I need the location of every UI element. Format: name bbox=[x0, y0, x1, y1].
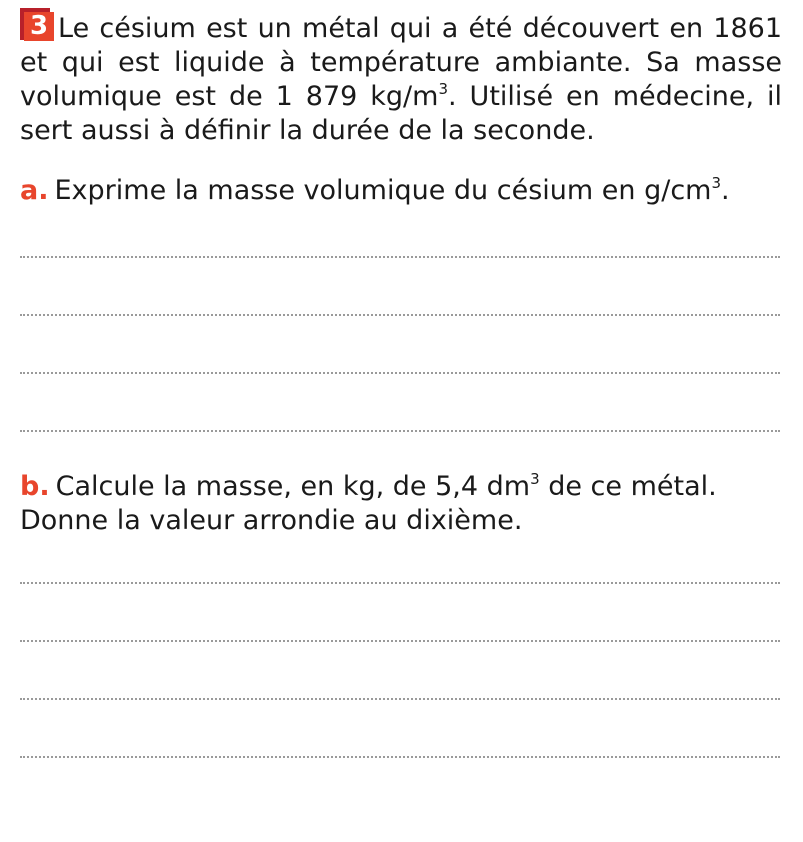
question-b-letter: b. bbox=[20, 471, 50, 502]
answer-area-a[interactable] bbox=[20, 208, 782, 470]
question-b-exponent: 3 bbox=[530, 470, 540, 488]
question-a-letter: a. bbox=[20, 175, 49, 206]
question-b-text-part2: de ce métal. Donne la valeur arrondie au dixième. bbox=[20, 471, 717, 536]
question-a-exponent: 3 bbox=[711, 174, 722, 192]
question-a-text-part1: Exprime la masse volumique du césium en g/cm bbox=[54, 175, 712, 206]
answer-line-a-4[interactable] bbox=[20, 430, 780, 432]
answer-line-b-1[interactable] bbox=[20, 582, 780, 584]
question-a bbox=[20, 174, 782, 208]
answer-line-a-1[interactable] bbox=[20, 256, 780, 258]
intro-exponent: 3 bbox=[438, 80, 449, 98]
answer-area-b[interactable] bbox=[20, 538, 782, 768]
question-b-text-part1: Calcule la masse, en kg, de 5,4 dm bbox=[55, 471, 531, 502]
answer-line-a-3[interactable] bbox=[20, 372, 780, 374]
answer-line-b-3[interactable] bbox=[20, 698, 780, 700]
exercise-block bbox=[20, 10, 782, 768]
answer-line-a-2[interactable] bbox=[20, 314, 780, 316]
exercise-intro bbox=[20, 10, 782, 148]
question-a-text-part2: . bbox=[721, 175, 730, 206]
exercise-number: 3 bbox=[24, 12, 54, 41]
question-b bbox=[20, 470, 782, 538]
answer-line-b-2[interactable] bbox=[20, 640, 780, 642]
intro-text-part1: Le césium est un métal qui a été découvert en 1861 et qui est liquide à température ambiante. Sa masse volumique est de 1 879 kg/m bbox=[20, 13, 782, 112]
answer-line-b-4[interactable] bbox=[20, 756, 780, 758]
intro-text-part2: . Utilisé en médecine, il sert aussi à définir la durée de la seconde. bbox=[20, 81, 782, 146]
exercise-number-badge bbox=[20, 10, 50, 40]
